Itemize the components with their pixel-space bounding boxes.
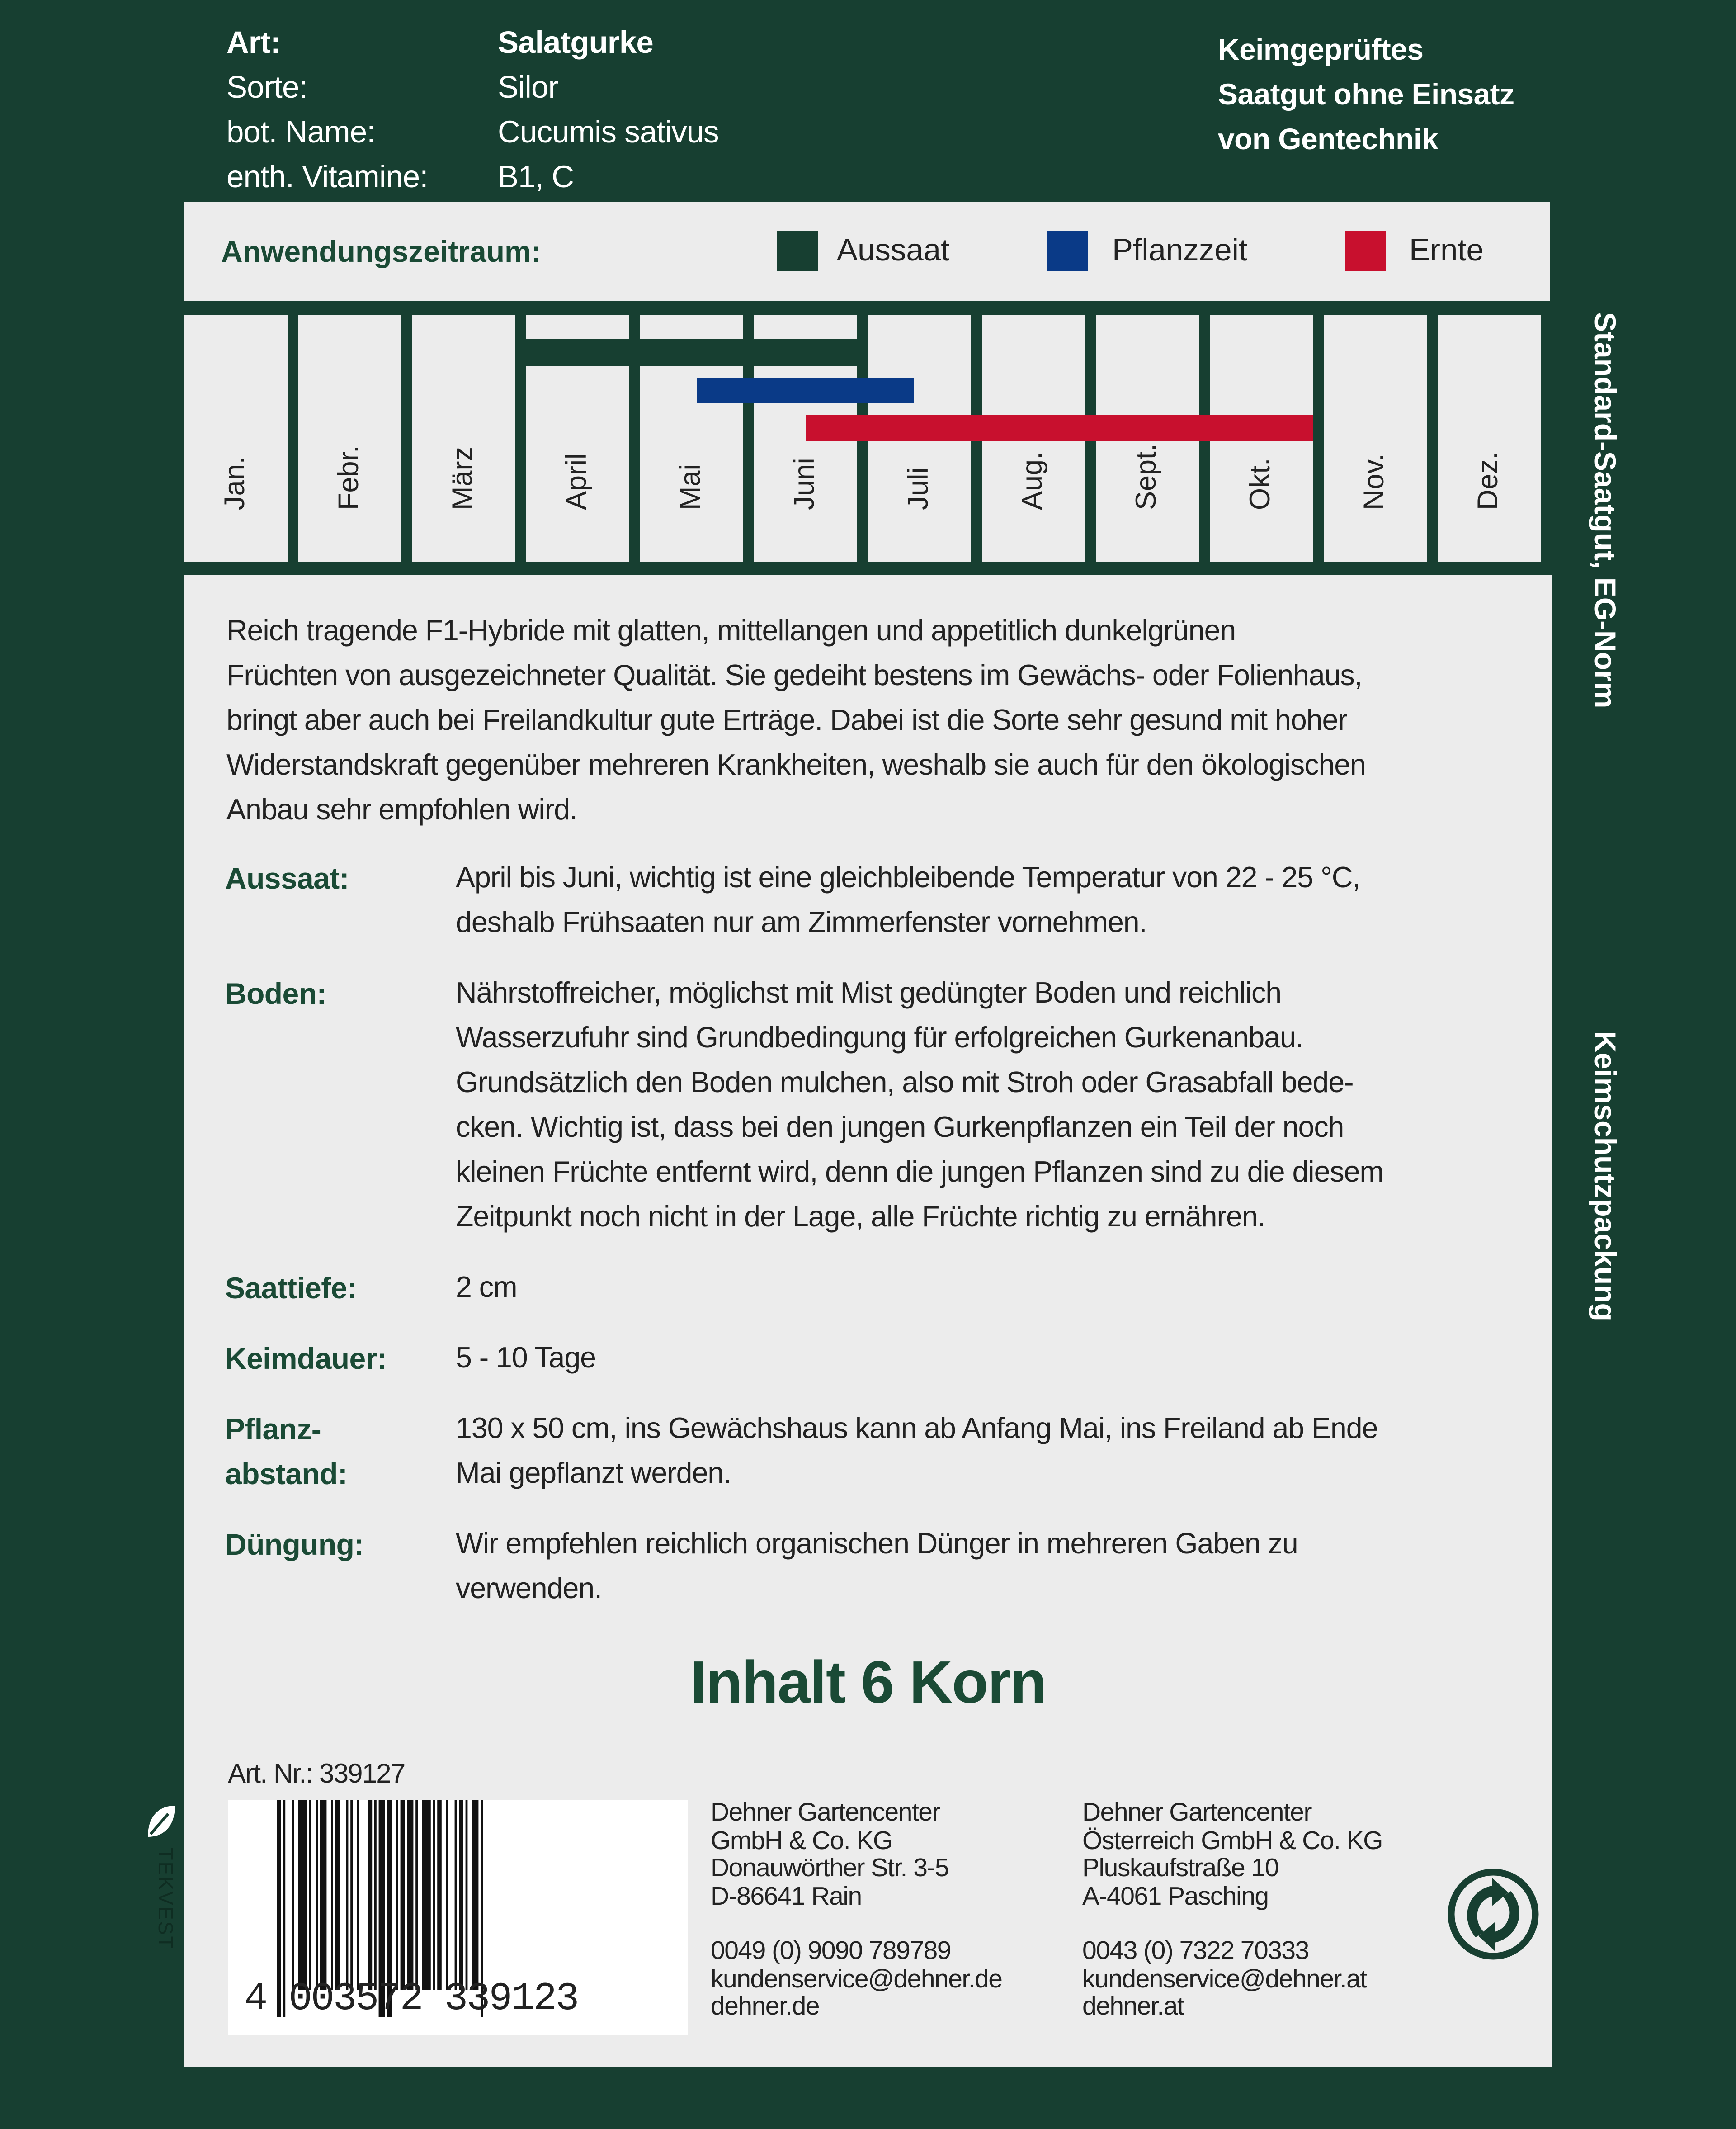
barcode-bar: [437, 1800, 442, 1990]
barcode: [228, 1800, 688, 2035]
section-label-line: Keimdauer:: [225, 1342, 387, 1376]
barcode-bar: [459, 1800, 463, 1990]
section-text-line: Wir empfehlen reichlich organischen Dünger in mehreren Gaben zu: [456, 1528, 1298, 1560]
legend-swatch-ernte: [1345, 231, 1386, 271]
period-bar-aussaat: [526, 339, 868, 366]
section-text-line: deshalb Frühsaaten nur am Zimmerfenster vornehmen.: [456, 906, 1147, 939]
leaf-icon: [144, 1802, 179, 1842]
legend-label: Pflanzzeit: [1112, 232, 1248, 267]
side-label-protection: Keimschutzpackung: [1588, 1031, 1622, 1321]
tekvest-text: TEKVEST: [153, 1848, 176, 1950]
barcode-bar: [335, 1800, 340, 1990]
month-label: Jan.: [220, 456, 251, 510]
section-text-line: 5 - 10 Tage: [456, 1342, 596, 1374]
info-value: Cucumis sativus: [498, 114, 719, 149]
barcode-bar: [350, 1800, 353, 1990]
barcode-bar: [455, 1800, 457, 1990]
section-label: [225, 1407, 347, 1496]
month-label: Dez.: [1473, 451, 1504, 510]
address-line: 0049 (0) 9090 789789: [711, 1937, 951, 1966]
section-text-line: Grundsätzlich den Boden mulchen, also mit Stroh oder Grasabfall bede-: [456, 1066, 1354, 1099]
barcode-digit: 4: [244, 1977, 267, 2021]
address-line: A-4061 Pasching: [1082, 1882, 1269, 1911]
barcode-bar: [357, 1800, 359, 1990]
legend-label: Aussaat: [837, 232, 950, 267]
description-line: Früchten von ausgezeichneter Qualität. Sie gedeiht bestens im Gewächs- oder Folienhaus,: [226, 659, 1362, 692]
legend-label: Ernte: [1409, 232, 1484, 267]
barcode-bar: [331, 1800, 333, 1990]
info-label: Art:: [226, 24, 281, 60]
address-line: 0043 (0) 7322 70333: [1082, 1937, 1309, 1966]
info-value: Silor: [498, 69, 558, 104]
address-line: Pluskaufstraße 10: [1082, 1855, 1278, 1883]
section-text: [456, 1522, 1298, 1612]
section-label-line: Aussaat:: [225, 861, 349, 895]
barcode-bar: [309, 1800, 311, 1990]
section-text-line: verwenden.: [456, 1572, 602, 1605]
section-text-line: Nährstoffreicher, möglichst mit Mist gedüngter Boden und reichlich: [456, 977, 1282, 1009]
barcode-bar: [401, 1800, 405, 1990]
address-line: kundenservice@dehner.at: [1082, 1965, 1367, 1994]
section-text-line: 2 cm: [456, 1271, 517, 1304]
month-label: Sept.: [1131, 443, 1162, 510]
barcode-bar: [422, 1800, 431, 1990]
legend-swatch-aussaat: [777, 231, 818, 271]
description-line: Anbau sehr empfohlen wird.: [226, 794, 577, 826]
barcode-bar: [415, 1800, 418, 1990]
description: [226, 609, 1366, 833]
address-austria: [1082, 1800, 1382, 1911]
info-value: Salatgurke: [498, 24, 653, 60]
address-line: Dehner Gartencenter: [1082, 1799, 1311, 1827]
info-panel: [184, 575, 1552, 2067]
barcode-bar: [396, 1800, 398, 1990]
section-text: [456, 1407, 1377, 1496]
period-bar-pflanzzeit: [697, 378, 914, 403]
barcode-bar: [472, 1800, 478, 1990]
section-text-line: kleinen Früchte entfernt wird, denn die jungen Pflanzen sind zu die diesem: [456, 1156, 1384, 1188]
info-label: bot. Name:: [226, 114, 375, 149]
address-germany: [711, 1800, 948, 1911]
barcode-bar: [298, 1800, 307, 1990]
section-text: [456, 856, 1360, 946]
section-label: [225, 1522, 364, 1567]
month-label: März: [448, 446, 479, 510]
gmo-free-note: [1218, 27, 1514, 161]
month-label: Juli: [903, 467, 934, 510]
address-line: kundenservice@dehner.de: [711, 1965, 1002, 1994]
barcode-bar: [316, 1800, 318, 1990]
description-line: Widerstandskraft gegenüber mehreren Krankheiten, weshalb sie auch für den ökologischen: [226, 749, 1366, 781]
note-line: von Gentechnik: [1218, 122, 1438, 156]
section-text-line: Mai gepflanzt werden.: [456, 1457, 731, 1490]
barcode-bar: [368, 1800, 373, 1990]
barcode-digits: 339123: [444, 1977, 578, 2021]
month-column: [298, 315, 401, 562]
month-label: Mai: [675, 464, 707, 510]
description-line: Reich tragende F1-Hybride mit glatten, mittellangen und appetitlich dunkelgrünen: [226, 615, 1236, 647]
barcode-digits: 003572: [288, 1977, 422, 2021]
info-label: Sorte:: [226, 69, 307, 104]
green-dot-recycling-icon: [1446, 1867, 1541, 1962]
note-line: Keimgeprüftes: [1218, 33, 1424, 66]
address-line: dehner.at: [1082, 1993, 1184, 2021]
legend-title: Anwendungszeitraum:: [221, 235, 541, 269]
section-label-line: abstand:: [225, 1457, 348, 1491]
section-label-line: Düngung:: [225, 1528, 364, 1561]
section-label-line: Pflanz-: [225, 1412, 321, 1446]
barcode-bar: [446, 1800, 448, 1990]
month-column: [412, 315, 515, 562]
month-label: Nov.: [1359, 454, 1390, 510]
address-line: GmbH & Co. KG: [711, 1826, 892, 1855]
address-line: Dehner Gartencenter: [711, 1799, 940, 1827]
barcode-bar: [407, 1800, 413, 1990]
barcode-bar: [466, 1800, 468, 1990]
section-label-line: Saattiefe:: [225, 1271, 357, 1305]
section-label: [225, 856, 349, 901]
section-text: [456, 971, 1383, 1240]
barcode-bar: [433, 1800, 435, 1990]
article-number: Art. Nr.: 339127: [228, 1760, 405, 1789]
side-label-standard: Standard-Saatgut, EG-Norm: [1588, 312, 1622, 709]
month-column: [1438, 315, 1541, 562]
month-column: [184, 315, 288, 562]
address-line: dehner.de: [711, 1993, 820, 2021]
section-text: [456, 1336, 596, 1381]
address-line: Donauwörther Str. 3-5: [711, 1855, 949, 1883]
section-text-line: Wasserzufuhr sind Grundbedingung für erfolgreichen Gurkenanbau.: [456, 1022, 1303, 1054]
address-line: Österreich GmbH & Co. KG: [1082, 1826, 1383, 1855]
month-label: April: [561, 453, 593, 510]
contact-austria: [1082, 1939, 1367, 2022]
period-bar-ernte: [805, 415, 1313, 441]
month-label: Febr.: [334, 445, 365, 510]
info-value: B1, C: [498, 159, 574, 194]
section-text: [456, 1266, 517, 1311]
section-label-line: Boden:: [225, 977, 326, 1011]
address-line: D-86641 Rain: [711, 1882, 862, 1911]
section-text-line: 130 x 50 cm, ins Gewächshaus kann ab Anfang Mai, ins Freiland ab Ende: [456, 1412, 1378, 1445]
section-text-line: cken. Wichtig ist, dass bei den jungen Gurkenpflanzen ein Teil der noch: [456, 1111, 1344, 1144]
barcode-bar: [346, 1800, 349, 1990]
month-label: Aug.: [1017, 451, 1048, 510]
section-label: [225, 1336, 387, 1381]
month-label: Okt.: [1245, 458, 1276, 510]
section-text-line: April bis Juni, wichtig ist eine gleichbleibende Temperatur von 22 - 25 °C,: [456, 861, 1360, 894]
tekvest-logo: [144, 1802, 184, 1964]
section-label: [225, 1266, 357, 1311]
month-column: [1324, 315, 1427, 562]
section-label: [225, 971, 326, 1016]
contact-germany: [711, 1939, 1002, 2022]
description-line: bringt aber auch bei Freilandkultur gute Erträge. Dabei ist die Sorte sehr gesund mit hoher: [226, 704, 1347, 737]
barcode-bar: [374, 1800, 377, 1990]
legend-panel: [184, 202, 1550, 301]
section-text-line: Zeitpunkt noch nicht in der Lage, alle Früchte richtig zu ernähren.: [456, 1201, 1265, 1233]
note-line: Saatgut ohne Einsatz: [1218, 77, 1514, 111]
barcode-bar: [292, 1800, 294, 1990]
month-label: Juni: [789, 458, 821, 510]
legend-swatch-pflanzzeit: [1047, 231, 1088, 271]
info-label: enth. Vitamine:: [226, 159, 428, 194]
content-amount: Inhalt 6 Korn: [690, 1650, 1046, 1716]
barcode-bar: [320, 1800, 326, 1990]
